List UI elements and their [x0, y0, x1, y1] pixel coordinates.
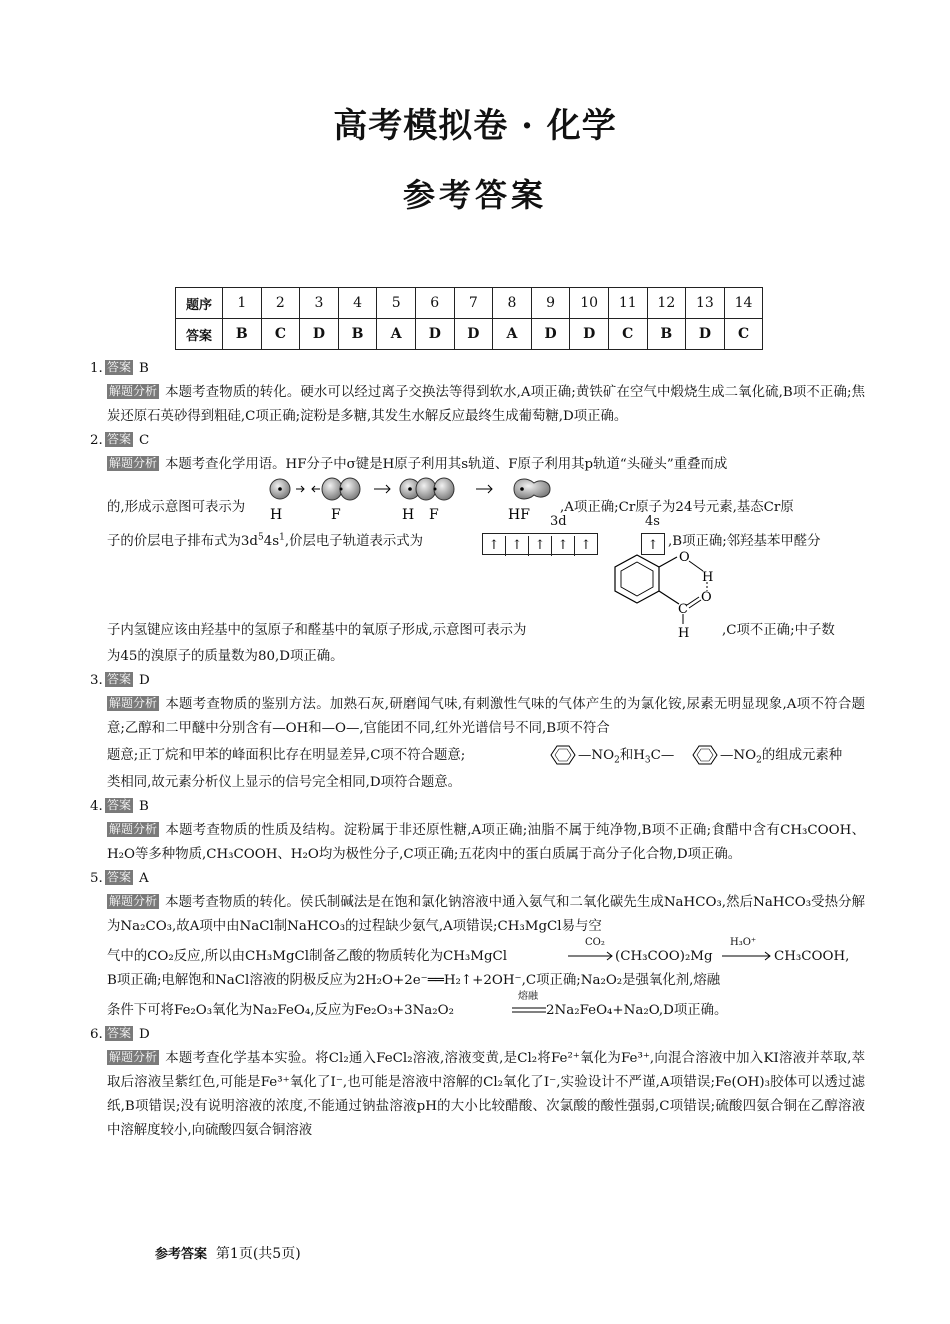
number-row-header: 题序 — [176, 288, 223, 319]
question-number-label: 3. — [90, 673, 103, 688]
analysis-text: 条件下可将Fe₂O₃氧化为Na₂FeO₄,反应为Fe₂O₃+3Na₂O₂ — [107, 1003, 454, 1018]
question-number: 1 — [223, 288, 262, 319]
benzene-ring-icon — [543, 745, 579, 765]
analysis-text: 本题考查物质的性质及结构。淀粉属于非还原性糖,A项正确;油脂不属于纯净物,B项不正确;食醋中含有CH₃COOH、H₂O等多种物质,CH₃COOH、H₂O均为极性分子,C项正确;五花肉中的蛋白质属于高分子化合物,D项正确。 — [107, 823, 865, 862]
equals-double-line-icon — [512, 1006, 546, 1014]
formula-fragment — [720, 744, 842, 768]
answer-cell: A — [377, 319, 416, 350]
answer-table — [175, 287, 763, 350]
reaction-arrow-icon — [722, 951, 772, 961]
answer-explanations — [90, 357, 865, 1143]
question-3-formula-line — [90, 741, 865, 771]
answer-row-header: 答案 — [176, 319, 223, 350]
atom-label: C — [678, 602, 688, 617]
question-4 — [90, 795, 865, 867]
analysis-text: 子的价层电子排布式为3d — [107, 534, 258, 549]
answer-tag: 答案 — [107, 870, 132, 884]
atom-label: HF — [508, 507, 530, 523]
atom-label: H — [402, 507, 415, 523]
arrow-condition: H₃O⁺ — [730, 937, 757, 948]
electron-arrow-icon: ↑ — [552, 536, 575, 556]
answer-cell: D — [686, 319, 725, 350]
question-number: 2 — [261, 288, 300, 319]
question-6-analysis — [90, 1047, 865, 1143]
question-3 — [90, 669, 865, 795]
analysis-tag: 解题分析 — [109, 384, 158, 398]
atom-label: F — [429, 507, 439, 523]
analysis-text: 题意;正丁烷和甲苯的峰面积比存在明显差异,C项不符合题意; — [107, 748, 466, 763]
formula-fragment — [578, 744, 674, 768]
analysis-text: 本题考查化学基本实验。将Cl₂通入FeCl₂溶液,溶液变黄,是Cl₂将Fe²⁺氧化为Fe³⁺,向混合溶液中加入KI溶液并萃取,萃取后溶液呈紫红色,可能是Fe³⁺氧化了I⁻,也可能是溶液中溶解的Cl₂氧化了I⁻,实验设计不严谨,A项错误;Fe(OH)₃胶体可以透过滤纸,B项错误;没有说明溶液的浓度,不能通过钠盐溶液pH的大小比较醋酸、次氯酸的酸性强弱,C项错误;硫酸四氨合铜在乙醇溶液中溶解度较小,向硫酸四氨合铜溶液 — [107, 1051, 865, 1138]
question-answer: D — [139, 673, 150, 688]
subscript: 3 — [644, 755, 651, 766]
question-5 — [90, 867, 865, 1023]
analysis-text: ,价层电子轨道表示式为 — [284, 534, 424, 549]
nitro-text: —NO — [578, 748, 615, 763]
analysis-text: 本题考查物质的鉴别方法。加熟石灰,研磨闻气味,有刺激性气味的气体产生的为氯化铵,尿素无明显现象,A项不符合题意;乙醇和二甲醚中分别含有—OH和—O—,官能团不同,红外光谱信号不同,B项不符合 — [107, 697, 865, 736]
analysis-text: 本题考查物质的转化。侯氏制碱法是在饱和氯化钠溶液中通入氨气和二氧化碳先生成NaHCO₃,然后NaHCO₃受热分解为Na₂CO₃,故A项中由NaCl制NaHCO₃的过程缺少氨气,A项错误;CH₃MgCl易与空 — [107, 895, 865, 934]
page-footer — [155, 1243, 301, 1263]
question-1-answer-line — [90, 357, 865, 381]
question-number: 14 — [724, 288, 763, 319]
answer-cell: A — [493, 319, 532, 350]
analysis-text: 本题考查化学用语。HF分子中σ键是H原子利用其s轨道、F原子利用其p轨道“头碰头”重叠而成 — [165, 457, 728, 472]
analysis-text: 2Na₂FeO₄+Na₂O,D项正确。 — [546, 1003, 728, 1018]
formula-text: 和H — [619, 748, 645, 763]
arrow-condition: 熔融 — [518, 991, 538, 1002]
question-1-analysis — [90, 381, 865, 429]
atom-label: H — [678, 626, 690, 641]
question-1 — [90, 357, 865, 429]
orbital-3d-label: 3d — [550, 514, 567, 529]
question-number-label: 6. — [90, 1027, 103, 1042]
answer-cell: C — [261, 319, 300, 350]
answer-cell: D — [570, 319, 609, 350]
sigma-bond-overlap-diagram — [266, 477, 566, 523]
question-number: 12 — [647, 288, 686, 319]
answer-cell: B — [338, 319, 377, 350]
question-3-answer-line — [90, 669, 865, 693]
question-5-answer-line — [90, 867, 865, 891]
question-answer: D — [139, 1027, 150, 1042]
analysis-text: 类相同,故元素分析仪上显示的信号完全相同,D项符合题意。 — [107, 775, 462, 790]
question-2-analysis-line1 — [90, 453, 865, 477]
answer-cell: B — [647, 319, 686, 350]
answer-tag: 答案 — [107, 1026, 132, 1040]
analysis-text: 子内氢键应该由羟基中的氢原子和醛基中的氧原子形成,示意图可表示为 — [107, 623, 527, 638]
analysis-text: 4s — [263, 534, 280, 549]
question-answer: A — [139, 871, 149, 886]
answer-tag: 答案 — [107, 432, 132, 446]
question-6 — [90, 1023, 865, 1143]
analysis-text: 为45的溴原子的质量数为80,D项正确。 — [107, 649, 344, 664]
answer-cell: D — [531, 319, 570, 350]
question-5-reaction-line — [90, 993, 865, 1023]
footer-label: 参考答案 — [155, 1247, 208, 1262]
answer-cell: C — [608, 319, 647, 350]
analysis-text: ,A项正确;Cr原子为24号元素,基态Cr原 — [560, 500, 794, 515]
question-number: 4 — [338, 288, 377, 319]
answer-tag: 答案 — [107, 360, 132, 374]
question-4-answer-line — [90, 795, 865, 819]
superscript: 1 — [279, 532, 285, 543]
orbital-4s-label: 4s — [645, 514, 660, 529]
atom-label: O — [701, 590, 712, 605]
question-number: 7 — [454, 288, 493, 319]
analysis-text: ,C项不正确;中子数 — [722, 623, 835, 638]
question-number: 3 — [300, 288, 339, 319]
question-number-label: 2. — [90, 433, 103, 448]
orbital-box-3d — [482, 533, 598, 555]
question-answer: B — [139, 799, 149, 814]
electron-arrow-icon: ↑ — [506, 536, 529, 556]
answer-cell: C — [724, 319, 763, 350]
answer-table-number-row — [176, 288, 763, 319]
analysis-text: CH₃COOH, — [774, 949, 850, 964]
analysis-tag: 解题分析 — [109, 456, 158, 470]
arrow-condition: CO₂ — [585, 937, 605, 948]
formula-text: C— — [650, 748, 675, 763]
analysis-text: ,B项正确;邻羟基苯甲醛分 — [668, 534, 821, 549]
question-5-conversion-line — [90, 939, 865, 969]
analysis-tag: 解题分析 — [109, 1050, 158, 1064]
electron-arrow-icon: ↑ — [529, 536, 552, 556]
question-number: 6 — [415, 288, 454, 319]
analysis-text: 的组成元素种 — [761, 748, 843, 763]
analysis-text: 气中的CO₂反应,所以由CH₃MgCl制备乙酸的物质转化为CH₃MgCl — [107, 949, 508, 964]
question-2 — [90, 429, 865, 669]
analysis-text: B项正确;电解饱和NaCl溶液的阴极反应为2H₂O+2e⁻══H₂↑+2OH⁻,C项正确;Na₂O₂是强氧化剂,熔融 — [107, 973, 721, 988]
electron-arrow-icon: ↑ — [580, 538, 592, 553]
answer-cell: D — [415, 319, 454, 350]
analysis-tag: 解题分析 — [109, 696, 158, 710]
page-title: 高考模拟卷 · 化学 — [333, 106, 617, 146]
question-2-structure-line — [90, 550, 865, 645]
question-3-analysis — [90, 693, 865, 741]
atom-label: O — [679, 550, 690, 565]
analysis-text: 本题考查物质的转化。硬水可以经过离子交换法等得到软水,A项正确;黄铁矿在空气中煅烧生成二氧化硫,B项不正确;焦炭还原石英砂得到粗硅,C项正确;淀粉是多糖,其发生水解反应最终生成葡萄糖,D项正确。 — [107, 385, 865, 424]
analysis-tag: 解题分析 — [109, 894, 158, 908]
analysis-tag: 解题分析 — [109, 822, 158, 836]
question-2-orbital-figure-line — [90, 477, 865, 523]
answer-tag: 答案 — [107, 798, 132, 812]
answer-cell: B — [223, 319, 262, 350]
superscript: 5 — [258, 532, 264, 543]
question-number-label: 5. — [90, 871, 103, 886]
analysis-text: 的,形成示意图可表示为 — [107, 500, 246, 515]
analysis-text: (CH₃COO)₂Mg — [615, 949, 713, 964]
atom-label: F — [331, 507, 341, 523]
answer-table-answer-row — [176, 319, 763, 350]
electron-arrow-icon: ↑ — [647, 538, 659, 553]
page-number: 第1页(共5页) — [215, 1246, 301, 1262]
salicylaldehyde-structure — [607, 549, 717, 641]
question-4-analysis — [90, 819, 865, 867]
question-answer: B — [139, 361, 149, 376]
subscript: 2 — [614, 755, 620, 766]
benzene-ring-icon — [685, 745, 721, 765]
question-6-answer-line — [90, 1023, 865, 1047]
question-2-answer-line — [90, 429, 865, 453]
page-subtitle: 参考答案 — [402, 176, 547, 214]
answer-cell: D — [300, 319, 339, 350]
reaction-arrow-icon — [568, 951, 614, 961]
nitro-text: —NO — [720, 748, 757, 763]
question-number: 9 — [531, 288, 570, 319]
answer-cell: D — [454, 319, 493, 350]
electron-arrow-icon: ↑ — [483, 536, 506, 556]
question-number: 5 — [377, 288, 416, 319]
analysis-text-group — [107, 530, 423, 554]
subscript: 2 — [756, 755, 762, 766]
question-number: 11 — [608, 288, 647, 319]
question-number-label: 1. — [90, 361, 103, 376]
question-number-label: 4. — [90, 799, 103, 814]
question-answer: C — [139, 433, 150, 448]
answer-tag: 答案 — [107, 672, 132, 686]
question-number: 13 — [686, 288, 725, 319]
atom-label: H — [270, 507, 283, 523]
atom-label: H — [702, 570, 714, 585]
question-number: 8 — [493, 288, 532, 319]
question-number: 10 — [570, 288, 609, 319]
